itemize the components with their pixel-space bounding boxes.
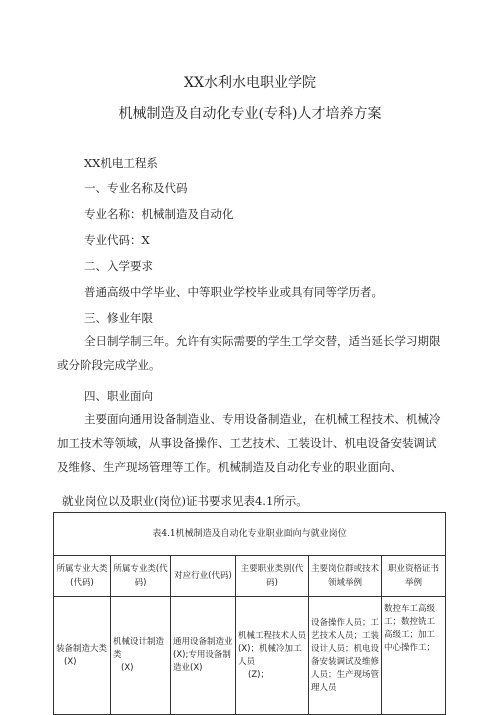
major-name: 专业名称：机械制造及自动化 (84, 207, 234, 221)
career-orientation-table (53, 512, 446, 715)
header-certificate: 职业资格证书举例 (382, 556, 446, 597)
department-name: XX机电工程系 (84, 156, 158, 170)
cell-major-class-name: 机械设计制造类 (113, 637, 165, 660)
cell-occupation-text: 机械工程技术人员(X)；机械冷加工人员 (238, 630, 307, 667)
header-major-class: 所属专业类(代码) (111, 556, 171, 597)
cell-major-class (111, 597, 171, 715)
career-orientation-text: 主要面向通用设备制造业、专用设备制造业，在机械工程技术、机械冷加工技术等领域，从事设备操作、工艺技术、工装设计、机电设备安装调试及维修、生产现场管理等工作。机械制造及自动化专业的职业面向、 (57, 412, 441, 474)
section-2-heading: 二、入学要求 (84, 259, 153, 273)
cell-certificate: 数控车工高级工；数控铣工高级工；加工中心操作工； (382, 597, 446, 715)
cell-major-category-name: 装备制造大类 (56, 643, 108, 654)
header-job-field: 主要岗位群或技术领域举例 (309, 556, 382, 597)
document-subtitle: 机械制造及自动化专业(专科)人才培养方案 (118, 106, 382, 122)
document-title: XX水利水电职业学院 (184, 75, 316, 91)
table-header-row (54, 556, 446, 597)
section-1-heading: 一、专业名称及代码 (84, 181, 188, 195)
cell-job-field: 设备操作人员；工艺技术人员；工装设计人员；机电设备安装调试及维修人员；生产现场管理人员 (309, 597, 382, 715)
section-3-heading: 三、修业年限 (84, 311, 153, 325)
cell-industry: 通用设备制造业(X);专用设备制造业(X) (171, 597, 236, 715)
cell-occupation (236, 597, 309, 715)
study-duration-text: 全日制学制三年。允许有实际需要的学生工学交替，适当延长学习期限或分阶段完成学业。 (57, 334, 441, 372)
header-industry: 对应行业(代码) (171, 556, 236, 597)
cell-major-class-code: (X) (121, 663, 134, 673)
cell-major-category (54, 597, 111, 715)
header-occupation: 主要职业类别(代码) (236, 556, 309, 597)
table-caption: 表4.1机械制造及自动化专业职业面向与就业岗位 (54, 513, 446, 556)
table-row (54, 597, 446, 715)
major-code: 专业代码：X (84, 233, 150, 247)
cell-occupation-code: (Z)； (248, 669, 269, 680)
table-reference-text: 就业岗位以及职业(岗位)证书要求见表4.1所示。 (62, 494, 308, 508)
admission-requirements: 普通高级中学毕业、中等职业学校毕业或具有同等学历者。 (84, 285, 383, 299)
section-4-heading: 四、职业面向 (84, 389, 153, 403)
header-major-category: 所属专业大类(代码) (54, 556, 111, 597)
cell-major-category-code: (X) (64, 656, 77, 667)
